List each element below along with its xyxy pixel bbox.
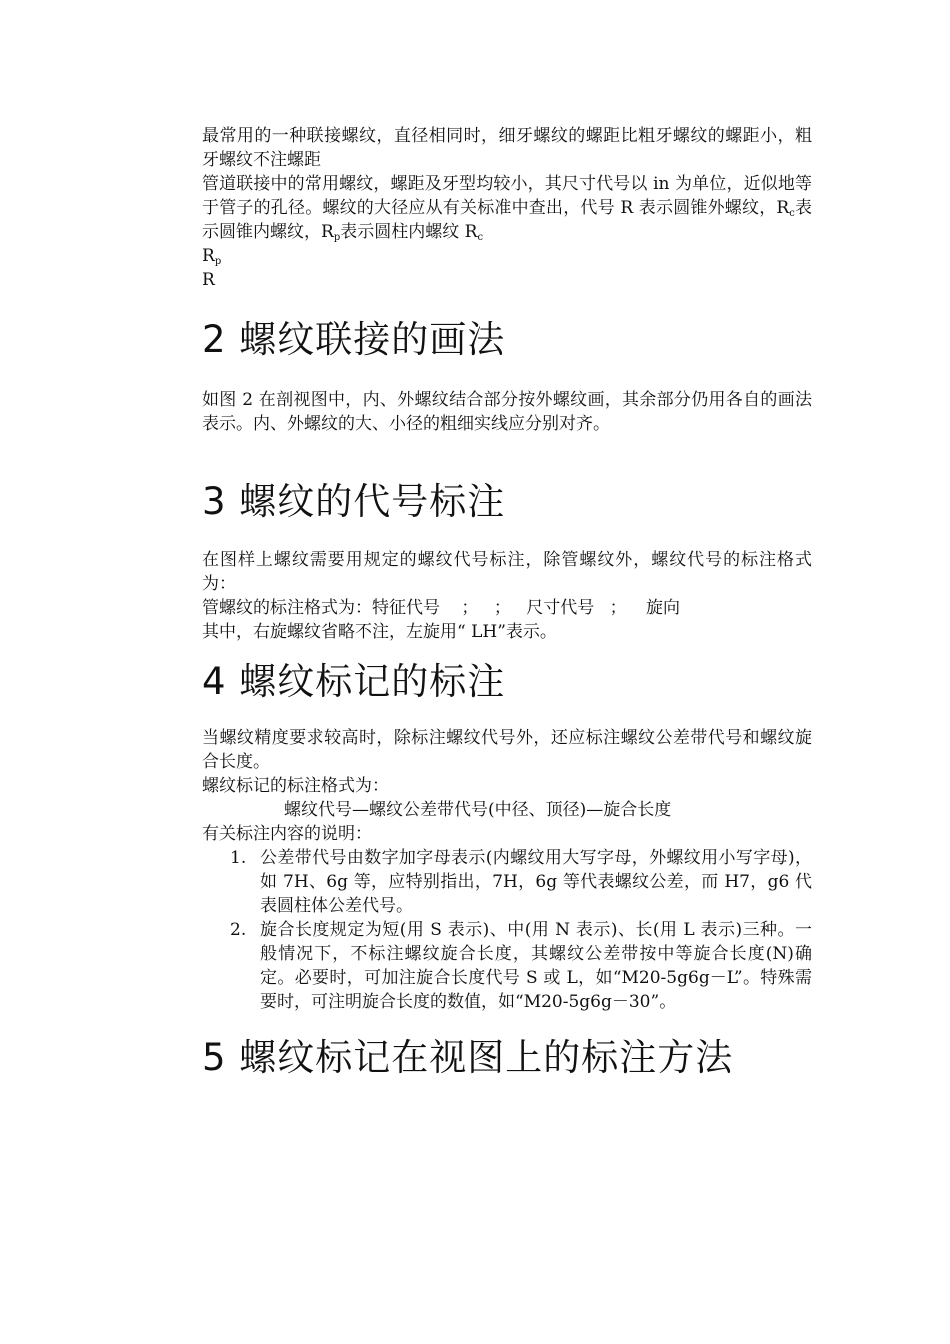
section-2-heading: 2 螺纹联接的画法 xyxy=(202,318,506,361)
separator-1: ； xyxy=(461,598,479,618)
section-5-heading: 5 螺纹标记在视图上的标注方法 xyxy=(202,1036,734,1079)
document-page xyxy=(202,124,812,1080)
list-item xyxy=(202,846,812,918)
list-item-number: 2. xyxy=(230,920,247,940)
section-4-text-1: 当螺纹精度要求较高时，除标注螺纹代号外，还应标注螺纹公差带代号和螺纹旋合长度。 xyxy=(202,728,812,772)
intro-text-c: 表示圆柱内螺纹 R xyxy=(340,222,478,242)
section-3-heading: 3 螺纹的代号标注 xyxy=(202,480,506,523)
list-item-text: 旋合长度规定为短(用 S 表示)、中(用 N 表示)、长(用 L 表示)三种。一般情况下，不标注螺纹旋合长度，其螺纹公差带按中等旋合长度(N)确定。必要时，可加注旋合长度代号 S 或 L，如“M20-5g6g－L”。特殊需要时，可注明旋合长度的数值，如“M20-5g6g－30”。 xyxy=(260,920,812,1012)
pipe-format-label: 管螺纹的标注格式为：特征代号 xyxy=(202,598,440,618)
explanation-list xyxy=(202,846,812,1014)
separator-2: ； xyxy=(493,598,511,618)
r-line: R xyxy=(202,270,215,290)
intro-text-b: 表示圆锥内螺纹，R xyxy=(202,198,813,242)
section-4-text-2: 螺纹标记的标注格式为： xyxy=(202,776,389,796)
section-4-heading: 4 螺纹标记的标注 xyxy=(202,660,506,703)
subscript-c-2: c xyxy=(477,232,484,243)
pipe-thread-format-line xyxy=(202,596,812,620)
rp-subscript: p xyxy=(214,256,222,267)
intro-paragraph-1: 最常用的一种联接螺纹，直径相同时，细牙螺纹的螺距比粗牙螺纹的螺距小，粗牙螺纹不注螺距 xyxy=(202,126,812,170)
intro-paragraph-2 xyxy=(202,172,812,244)
list-item xyxy=(202,918,812,1014)
rp-main: R xyxy=(202,246,215,266)
rp-line xyxy=(202,244,812,268)
section-3-text-1: 在图样上螺纹需要用规定的螺纹代号标注，除管螺纹外，螺纹代号的标注格式为： xyxy=(202,550,812,594)
direction-label: 旋向 xyxy=(646,598,681,618)
section-4-text-3: 有关标注内容的说明： xyxy=(202,824,372,844)
separator-3: ； xyxy=(609,598,627,618)
subscript-p: p xyxy=(333,232,341,243)
intro-text-a: 管道联接中的常用螺纹，螺距及牙型均较小，其尺寸代号以 in 为单位，近似地等于管子的孔径。螺纹的大径应从有关标准中查出，代号 R 表示圆锥外螺纹，R xyxy=(202,174,812,218)
thread-mark-format: 螺纹代号—螺纹公差带代号(中径、顶径)—旋合长度 xyxy=(284,800,672,820)
section-3-text-3: 其中，右旋螺纹省略不注，左旋用“ LH”表示。 xyxy=(202,622,557,642)
list-item-text: 公差带代号由数字加字母表示(内螺纹用大写字母，外螺纹用小写字母)，如 7H、6g 等，应特别指出，7H，6g 等代表螺纹公差，而 H7，g6 代表圆柱体公差代号。 xyxy=(260,848,812,916)
subscript-c: c xyxy=(789,208,795,219)
size-code-label: 尺寸代号 xyxy=(526,598,595,618)
list-item-number: 1. xyxy=(230,848,247,868)
section-2-text: 如图 2 在剖视图中，内、外螺纹结合部分按外螺纹画，其余部分仍用各自的画法表示。内、外螺纹的大、小径的粗细实线应分别对齐。 xyxy=(202,390,812,434)
